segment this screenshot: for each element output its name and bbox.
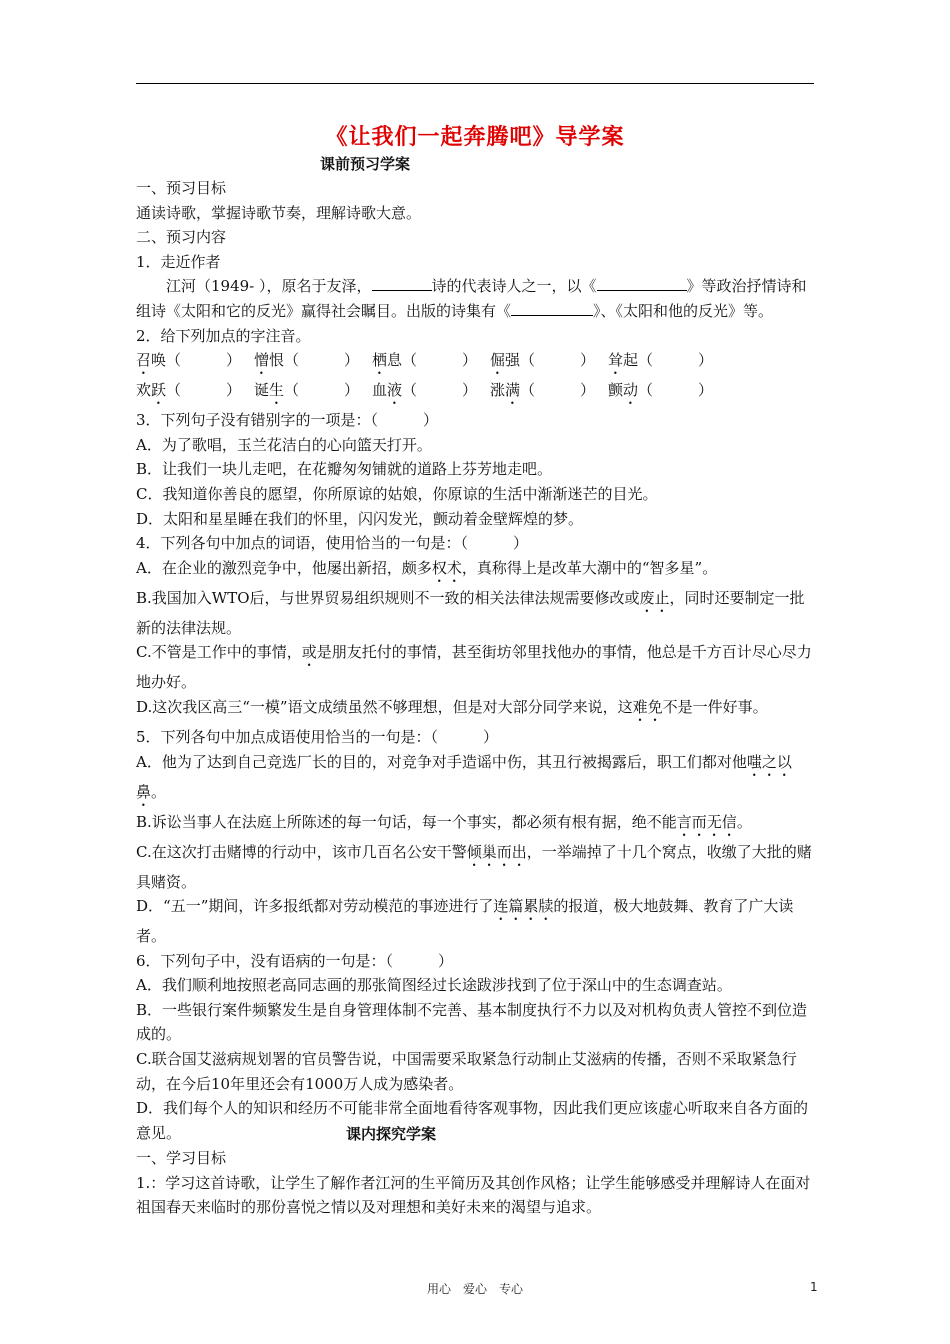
section-preview-heading: 课前预习学案: [320, 155, 411, 173]
q5-option-a: A．他为了达到自己竞选厂长的目的，对竞争对手造谣中伤，其丑行被揭露后，职工们都对他嗤之以鼻。: [136, 752, 792, 801]
q5-option-d: D．“五一”期间，许多报纸都对劳动模范的事迹进行了连篇累牍的报道，极大地鼓舞、教育了广大读者。: [136, 897, 794, 946]
q4-option-d: D.这次我区高三“一模”语文成绩虽然不够理想，但是对大部分同学来说，这难免不是一件好事。: [136, 697, 768, 716]
q6-option-a: A．我们顺利地按照老高同志画的那张简图经过长途跋涉找到了位于深山中的生态调查站。: [136, 976, 732, 995]
pinyin-item: 耸起（ ）: [608, 351, 714, 370]
q1-line1: 江河（1949- ），原名于友泽， 诗的代表诗人之一，以《 》等政治抒情诗和: [136, 274, 816, 299]
footer-motto: 用心 爱心 专心: [426, 1282, 523, 1296]
pinyin-item: 欢跃（ ）: [136, 381, 242, 400]
inclass-content: [136, 1146, 816, 1220]
preview-content-heading: 二、预习内容: [136, 228, 227, 247]
q6-heading: 6．下列句子中，没有语病的一句是：（ ）: [136, 951, 454, 970]
q4-option-a: A．在企业的激烈竞争中，他屡出新招，颇多权术，真称得上是改革大潮中的“智多星”。: [136, 558, 718, 577]
q1-line2: 组诗《太阳和它的反光》赢得社会瞩目。出版的诗集有《 》、《太阳和他的反光》等。: [136, 299, 816, 324]
blank-field: [597, 274, 687, 291]
q4-heading: 4．下列各句中加点的词语，使用恰当的一句是：（ ）: [136, 534, 529, 553]
inclass-goal-heading: 一、学习目标: [136, 1149, 227, 1167]
q6-option-c: C.联合国艾滋病规划署的官员警告说，中国需要采取紧急行动制止艾滋病的传播，否则不采取紧急行动，在今后10年里还会有1000万人成为感染者。: [136, 1050, 797, 1093]
header-rule: [136, 83, 814, 84]
section-inclass-heading: 课内探究学案: [346, 1125, 437, 1143]
q5-option-c: C.在这次打击赌博的行动中，该市几百名公安干警倾巢而出，一举端掉了十几个窝点，收缴了大批的赌具赌资。: [136, 842, 812, 891]
q6-option-b: B．一些银行案件频繁发生是自身管理体制不完善、基本制度执行不力以及对机构负责人管控不到位造成的。: [136, 1000, 808, 1044]
pinyin-item: 召唤（ ）: [136, 351, 242, 370]
pinyin-item: 颤动（ ）: [608, 381, 714, 400]
q3-option-b: B．让我们一块儿走吧，在花瓣匆匆铺就的道路上芬芳地走吧。: [136, 460, 553, 479]
page-number: 1: [810, 1280, 818, 1294]
inclass-goal-text: 1.：学习这首诗歌，让学生了解作者江河的生平简历及其创作风格；让学生能够感受并理解诗人在面对祖国春天来临时的那份喜悦之情以及对理想和美好未来的渴望与追求。: [136, 1173, 811, 1217]
pinyin-row-2: [136, 378, 816, 408]
q3-option-d: D．太阳和星星睡在我们的怀里，闪闪发光，颤动着金壁辉煌的梦。: [136, 509, 584, 528]
pinyin-item: 倔强（ ）: [490, 351, 596, 370]
q6-option-d: D．我们每个人的知识和经历不可能非常全面地看待客观事物，因此我们更应该虚心听取来自各方面的意见。: [136, 1099, 809, 1142]
q4-option-b: B.我国加入WTO后，与世界贸易组织规则不一致的相关法律法规需要修改或废止，同时还要制定一批新的法律法规。: [136, 588, 805, 637]
document-title: 《让我们一起奔腾吧》导学案: [325, 124, 625, 150]
preview-content: [136, 176, 816, 1145]
q2-heading: 2．给下列加点的字注音。: [136, 326, 311, 345]
q5-heading: 5．下列各句中加点成语使用恰当的一句是：（ ）: [136, 727, 499, 746]
pinyin-item: 涨满（ ）: [490, 381, 596, 400]
pinyin-item: 栖息（ ）: [372, 351, 478, 370]
blank-field: [511, 299, 593, 316]
pinyin-item: 诞生（ ）: [254, 381, 360, 400]
q5-option-b: B.诉讼当事人在法庭上所陈述的每一句话，每一个事实，都必须有根有据，绝不能言而无信。: [136, 812, 752, 831]
q3-option-a: A．为了歌唱，玉兰花洁白的心向篮天打开。: [136, 435, 432, 454]
pinyin-item: 憎恨（ ）: [254, 351, 360, 370]
q3-heading: 3．下列句子没有错别字的一项是：（ ）: [136, 411, 439, 430]
preview-goal-heading: 一、预习目标: [136, 179, 227, 197]
q4-option-c: C.不管是工作中的事情，或是朋友托付的事情，甚至街坊邻里找他办的事情，他总是千方百计尽心尽力地办好。: [136, 643, 812, 692]
q3-option-c: C．我知道你善良的愿望，你所原谅的姑娘，你原谅的生活中渐渐迷芒的目光。: [136, 484, 658, 503]
preview-goal-text: 通读诗歌，掌握诗歌节奏，理解诗歌大意。: [136, 203, 422, 222]
pinyin-row-1: [136, 348, 816, 378]
blank-field: [372, 274, 432, 291]
pinyin-item: 血液（ ）: [372, 381, 478, 400]
q1-heading: 1．走近作者: [136, 252, 221, 271]
